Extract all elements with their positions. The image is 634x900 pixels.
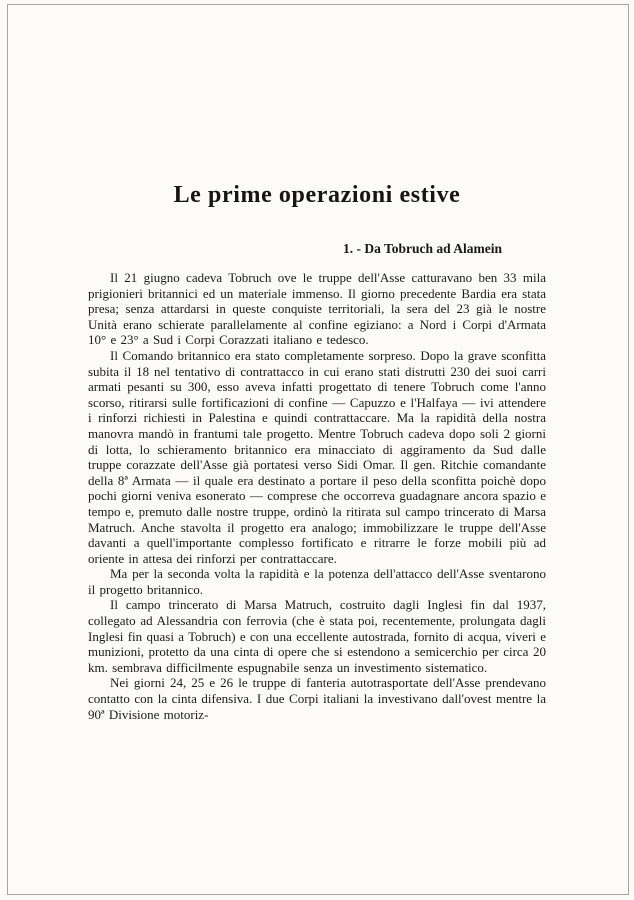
page-content — [88, 182, 546, 722]
paragraph-4: Il campo trincerato di Marsa Matruch, costruito dagli Inglesi fin dal 1937, collegato ad Alessandria con ferrovia (che è stata poi, recentemente, prolungata dagli Inglesi fin quasi a Tobruch) e con una eccellente autostrada, fornito di acqua, viveri e munizioni, protetto da una cinta di opere che si estendono a semicerchio per circa 20 km. sembrava difficilmente espugnabile senza un investimento sistematico. — [88, 597, 546, 675]
page-title: Le prime operazioni estive — [173, 182, 461, 208]
paragraph-1: Il 21 giugno cadeva Tobruch ove le truppe dell'Asse catturavano ben 33 mila prigionieri britannici ed un materiale immenso. Il giorno precedente Bardia era stata presa; senza attardarsi in queste conquiste territoriali, la sera del 23 già le nostre Unità erano schierate parallelamente al confine egiziano: a Nord i Corpi d'Armata 10° e 23° a Sud i Corpi Corazzati italiano e tedesco. — [88, 270, 546, 348]
paragraph-3: Ma per la seconda volta la rapidità e la potenza dell'attacco dell'Asse sventarono il progetto britannico. — [88, 566, 546, 597]
paragraph-5: Nei giorni 24, 25 e 26 le truppe di fanteria autotrasportate dell'Asse prendevano contatto con la cinta difensiva. I due Corpi italiani la investivano dall'ovest mentre la 90ª Divisione motoriz- — [88, 675, 546, 722]
section-heading: 1. - Da Tobruch ad Alamein — [342, 241, 502, 256]
paragraph-2: Il Comando britannico era stato completamente sorpreso. Dopo la grave sconfitta subita il 18 nel tentativo di contrattacco in cui erano stati distrutti 230 dei suoi carri armati pesanti su 300, esso aveva infatti progettato di tenere Tobruch come l'anno scorso, ritirarsi sulle fortificazioni di confine — Capuzzo e l'Halfaya — ivi attendere i rinforzi richiesti in Palestina e quindi contrattaccare. Ma la rapidità della nostra manovra mandò in frantumi tale progetto. Mentre Tobruch cadeva dopo soli 2 giorni di lotta, lo schieramento britannico era minacciato di aggiramento da Sud dalle truppe corazzate dell'Asse già portatesi verso Sidi Omar. Il gen. Ritchie comandante della 8ª Armata — il quale era destinato a portare il peso della sconfitta poichè dopo pochi giorni veniva esonerato — comprese che occorreva guadagnare ancora spazio e tempo e, premuto dalle nostre truppe, ordinò la ritirata sul campo trincerato di Marsa Matruch. Anche stavolta il progetto era analogo; immobilizzare le truppe dell'Asse davanti a quell'importante complesso fortificato e ritrarre le forze mobili più ad oriente in attesa dei rinforzi per contrattaccare. — [88, 347, 546, 566]
